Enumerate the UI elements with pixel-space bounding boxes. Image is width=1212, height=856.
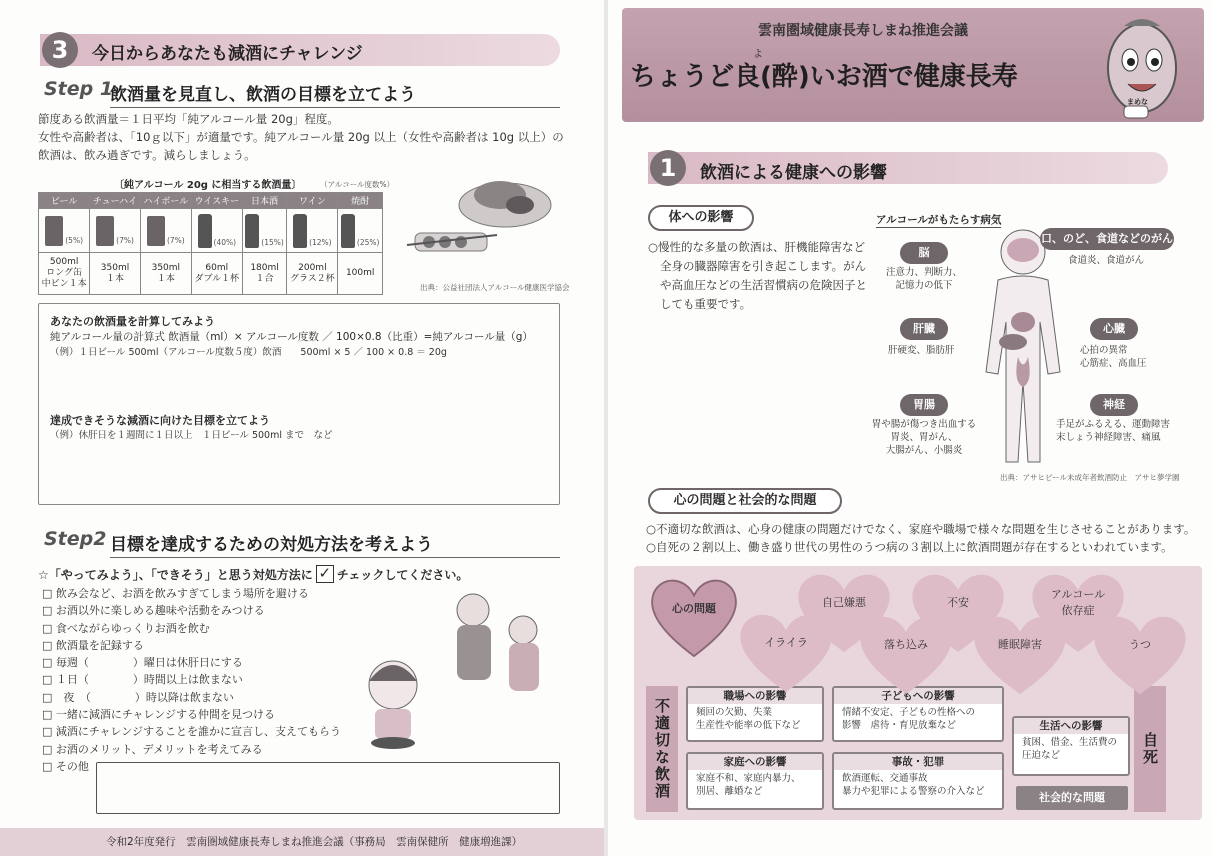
- heart-label: イライラ: [764, 636, 808, 649]
- impact-living: [1012, 716, 1130, 776]
- checklist-item[interactable]: □ 飲酒量を記録する: [42, 638, 144, 652]
- drink-image-cell: [338, 209, 383, 253]
- check-intro-text: ☆「やってみよう」、「できそう」と思う対処方法に: [38, 567, 313, 582]
- step1-label: Step 1: [44, 78, 114, 100]
- coping-checklist: [42, 585, 341, 775]
- food-illustration: [405, 165, 555, 275]
- impact-workplace: [686, 686, 824, 742]
- step2-label: Step2: [44, 528, 107, 550]
- alcohol-percent: (7%): [166, 235, 185, 245]
- alcohol-equivalent-table: [38, 192, 383, 295]
- drink-amount-cell: [191, 253, 242, 295]
- effect-line: 記憶力の低下: [895, 280, 953, 291]
- alcohol-percent: (7%): [116, 235, 134, 245]
- drink-amount-cell: [90, 253, 141, 295]
- heart-label: 自己嫌悪: [822, 596, 866, 609]
- intro-line: 飲酒は、飲み過ぎです。減らしましょう。: [38, 148, 256, 162]
- impact-body: [688, 704, 822, 734]
- impact-line: 暴力や犯罪による警察の介入など: [842, 786, 985, 797]
- effect-line: 注意力、判断力、: [886, 267, 963, 278]
- checklist-item[interactable]: □ 夜 （ ）時以降は飲まない: [42, 690, 234, 704]
- drink-image-cell: [191, 209, 242, 253]
- amount-line: 350ml: [100, 262, 130, 273]
- organ-brain: 脳: [900, 242, 948, 264]
- footer-text: 令和2年度発行 雲南圏域健康長寿しまね推進会議（事務局 雲南保健所 健康増進課）: [106, 836, 523, 848]
- alcohol-percent: (12%): [309, 237, 332, 247]
- inappropriate-drinking-label: 不適切な飲酒: [646, 686, 678, 812]
- drink-amount-cell: [140, 253, 191, 295]
- intro-line: 節度ある飲酒量＝１日平均「純アルコール量 20g」程度。: [38, 112, 339, 126]
- amount-line: 100ml: [345, 268, 375, 278]
- drink-header: ウイスキー: [191, 193, 242, 209]
- effect-line: 心拍の異常: [1080, 345, 1128, 356]
- drink-amount-cell: [338, 253, 383, 295]
- body-line: しても重要です。: [660, 297, 752, 311]
- can-icon: [45, 216, 63, 246]
- heart-label: 心の問題: [672, 602, 716, 615]
- amount-line: １本: [156, 273, 175, 284]
- heart-item: [1090, 610, 1190, 696]
- title-ruby: よ: [753, 49, 763, 60]
- heart-label: うつ: [1129, 638, 1151, 651]
- heart-label: アルコール依存症: [1050, 588, 1106, 617]
- amount-line: 180ml: [250, 262, 279, 273]
- goal-example: （例）休肝日を１週間に１日以上 １日ビール 500ml まで など: [50, 430, 333, 441]
- drink-image-cell: [140, 209, 191, 253]
- impact-title: 職場への影響: [688, 688, 822, 704]
- drink-image-cell: [90, 209, 141, 253]
- right-page: [608, 0, 1212, 856]
- bottle-icon: [198, 214, 212, 248]
- alcohol-percent: (40%): [213, 237, 237, 247]
- effect-line: 心筋症、高血圧: [1080, 358, 1147, 369]
- drink-amount-cell: [287, 253, 338, 295]
- drink-amount-cell: [39, 253, 90, 295]
- main-title: ちょうど良(酔)いお酒で健康長寿: [630, 62, 1018, 92]
- heart-label: 睡眠障害: [998, 638, 1042, 651]
- step1-title: 飲酒量を見直し、飲酒の目標を立てよう: [110, 80, 560, 108]
- social-problems-label: 社会的な問題: [1016, 786, 1128, 810]
- amount-line: １本: [106, 273, 125, 284]
- calc-formula: 純アルコール量の計算式 飲酒量（ml）× アルコール度数 ／ 100×0.8（比重）=純アルコール量（g）: [50, 331, 533, 343]
- mind-social-text: [646, 520, 1195, 556]
- checklist-item[interactable]: □ お酒以外に楽しめる趣味や活動をみつける: [42, 604, 265, 618]
- impact-line: 別居、離婚など: [696, 786, 763, 797]
- checkmark-icon: ✓: [316, 565, 334, 583]
- org-name: 雲南圏域健康長寿しまね推進会議: [758, 23, 968, 39]
- amount-line: 350ml: [151, 262, 181, 273]
- impact-title: 家庭への影響: [688, 754, 822, 770]
- organ-cancer: 口、のど、食道などのがん: [1040, 228, 1174, 250]
- heart-item: [736, 608, 836, 694]
- amount-line: 200ml: [298, 262, 327, 273]
- mascot-tag: まめな: [1127, 98, 1148, 106]
- alcohol-percent: (15%): [261, 237, 284, 247]
- impact-line: 影響 虐待・育児放棄など: [842, 720, 957, 731]
- organ-gut: 胃腸: [900, 394, 948, 416]
- impact-line: 貧困、借金、生活費の: [1022, 737, 1118, 748]
- checklist-item[interactable]: □ 食べながらゆっくりお酒を飲む: [42, 621, 210, 635]
- table-caption: 〔純アルコール 20g に相当する飲酒量〕: [114, 180, 302, 191]
- left-page: [0, 0, 604, 856]
- alcohol-percent: (5%): [65, 235, 84, 245]
- impact-title: 子どもへの影響: [834, 688, 1002, 704]
- checklist-item[interactable]: □ 減酒にチャレンジすることを誰かに宣言し、支えてもらう: [42, 725, 342, 739]
- elderly-couple-icon: [457, 594, 539, 691]
- step2-title: 目標を達成するための対処方法を考えよう: [110, 530, 560, 558]
- organ-nerve: 神経: [1090, 394, 1138, 416]
- impact-family: [686, 752, 824, 810]
- impact-line: 家庭不和、家庭内暴力、: [696, 773, 801, 784]
- body-line: 全身の臓器障害を引き起こします。がん: [660, 259, 867, 273]
- checklist-item[interactable]: □ その他: [42, 759, 89, 773]
- heart-item: [856, 610, 956, 696]
- drink-header: ワイン: [287, 193, 338, 209]
- checklist-item[interactable]: □ お酒のメリット、デメリットを考えてみる: [42, 742, 263, 756]
- people-illustration: [345, 585, 555, 755]
- heart-item: [970, 610, 1070, 696]
- bottle-icon: [293, 214, 307, 248]
- section1-number: 1: [650, 150, 686, 186]
- brain-effects: [886, 266, 962, 292]
- suicide-label: 自死: [1134, 686, 1166, 812]
- diagram-source: 出典：アサヒビール未成年者飲酒防止 アサヒ夢学園: [1000, 473, 1180, 482]
- woman-eating-icon: [369, 661, 417, 749]
- body-line: や高血圧などの生活習慣病の危険因子と: [660, 278, 867, 292]
- impact-line: 頻回の欠勤、失業: [696, 707, 773, 718]
- effect-line: 大腸がん、小腸炎: [885, 445, 963, 456]
- can-icon: [96, 216, 114, 246]
- mind-line: ○不適切な飲酒は、心身の健康の問題だけでなく、家庭や職場で様々な問題を生じさせることがあります。: [646, 522, 1196, 536]
- impact-body: [688, 770, 822, 800]
- heart-label: 不安: [947, 596, 969, 609]
- impact-title: 事故・犯罪: [834, 754, 1002, 770]
- impact-accident-crime: [832, 752, 1004, 810]
- table-unit: （アルコール度数%）: [320, 180, 395, 189]
- body-line: ○慢性的な多量の飲酒は、肝機能障害など: [648, 240, 866, 254]
- amount-line: グラス２杯: [289, 273, 335, 284]
- mascot-bean-icon: [1094, 10, 1190, 128]
- impact-body: [1014, 734, 1128, 764]
- intro-line: 女性や高齢者は、「10ｇ以下」が適量です。純アルコール量 20g 以上（女性や高齢者は 10g 以上）の: [38, 130, 564, 144]
- impact-line: 飲酒運転、交通事故: [842, 773, 928, 784]
- heart-label: 落ち込み: [884, 638, 928, 651]
- cancer-effects: 食道炎、食道がん: [1068, 255, 1145, 266]
- drink-header: 焼酎: [338, 193, 383, 209]
- impact-title: 生活への影響: [1014, 718, 1128, 734]
- salad-skewer-icon: [405, 165, 555, 275]
- impact-body: [834, 770, 1002, 800]
- amount-line: １合: [255, 273, 274, 284]
- impact-line: 圧迫など: [1022, 750, 1061, 761]
- drink-header: 日本酒: [242, 193, 287, 209]
- bottle-icon: [341, 214, 355, 248]
- drink-amount-cell: [242, 253, 287, 295]
- section1-title: 飲酒による健康への影響: [700, 163, 887, 183]
- amount-line: 中ビン１本: [41, 279, 87, 289]
- drink-header: ビール: [39, 193, 90, 209]
- goal-title: 達成できそうな減酒に向けた目標を立てよう: [50, 414, 270, 427]
- alcohol-percent: (25%): [356, 237, 380, 247]
- drink-image-cell: [287, 209, 338, 253]
- heart-effects: [1080, 344, 1147, 370]
- section3-title: 今日からあなたも減酒にチャレンジ: [92, 44, 363, 64]
- table-source: 出典：公益社団法人アルコール健康医学協会: [420, 283, 570, 292]
- amount-line: ダブル１杯: [194, 273, 240, 284]
- diagram-title: アルコールがもたらす病気: [876, 214, 1002, 226]
- intro-text: [38, 110, 564, 164]
- bottle-icon: [245, 214, 259, 248]
- gut-effects: [864, 418, 984, 457]
- impact-line: 情緒不安定、子どもの性格への: [842, 707, 976, 718]
- amount-line: 60ml: [205, 262, 229, 273]
- impact-body: [834, 704, 1002, 734]
- check-instruction: [38, 565, 468, 583]
- effect-line: 末しょう神経障害、痛風: [1056, 432, 1161, 443]
- section3-number: 3: [42, 32, 78, 68]
- effect-line: 胃や腸が傷つき出血する: [871, 419, 977, 430]
- mind-line: ○自死の２割以上、働き盛り世代の男性のうつ病の３割以上に飲酒問題が存在するといわれています。: [646, 540, 1173, 554]
- amount-line: 500ml: [49, 257, 79, 267]
- checklist-item[interactable]: □ 飲み会など、お酒を飲みすぎてしまう場所を避ける: [42, 587, 309, 600]
- impact-line: 生産性や能率の低下など: [696, 720, 801, 731]
- checklist-item[interactable]: □ 一緒に減酒にチャレンジする仲間を見つける: [42, 708, 276, 722]
- checklist-item[interactable]: □ １日（ ）時間以上は飲まない: [42, 673, 243, 687]
- drink-header: チューハイ: [90, 193, 141, 209]
- calc-example: （例）１日ビール 500ml（アルコール度数５度）飲酒 500ml × 5 ／ 100 × 0.8 ＝ 20g: [50, 347, 447, 358]
- body-impact-text: [648, 238, 867, 314]
- drink-header: ハイボール: [140, 193, 191, 209]
- check-intro-text: チェックしてください。: [336, 567, 469, 582]
- can-icon: [147, 216, 165, 246]
- checklist-item[interactable]: □ 毎週（ ）曜日は休肝日にする: [42, 656, 243, 670]
- organ-heart: 心臓: [1090, 318, 1138, 340]
- other-input[interactable]: [96, 762, 560, 814]
- nerve-effects: [1056, 418, 1170, 444]
- effect-line: 胃炎、胃がん、: [890, 432, 958, 443]
- effect-line: 手足がふるえる、運動障害: [1056, 419, 1171, 430]
- body-impact-heading: 体への影響: [648, 205, 754, 231]
- liver-effects: 肝硬変、脂肪肝: [888, 345, 955, 356]
- organ-liver: 肝臓: [900, 318, 948, 340]
- drink-image-cell: [39, 209, 90, 253]
- amount-line: ロング缶: [46, 268, 83, 278]
- heart-mind-problem: [648, 574, 740, 658]
- drink-image-cell: [242, 209, 287, 253]
- calc-title: あなたの飲酒量を計算してみよう: [50, 315, 215, 328]
- mind-social-heading: 心の問題と社会的な問題: [648, 488, 842, 514]
